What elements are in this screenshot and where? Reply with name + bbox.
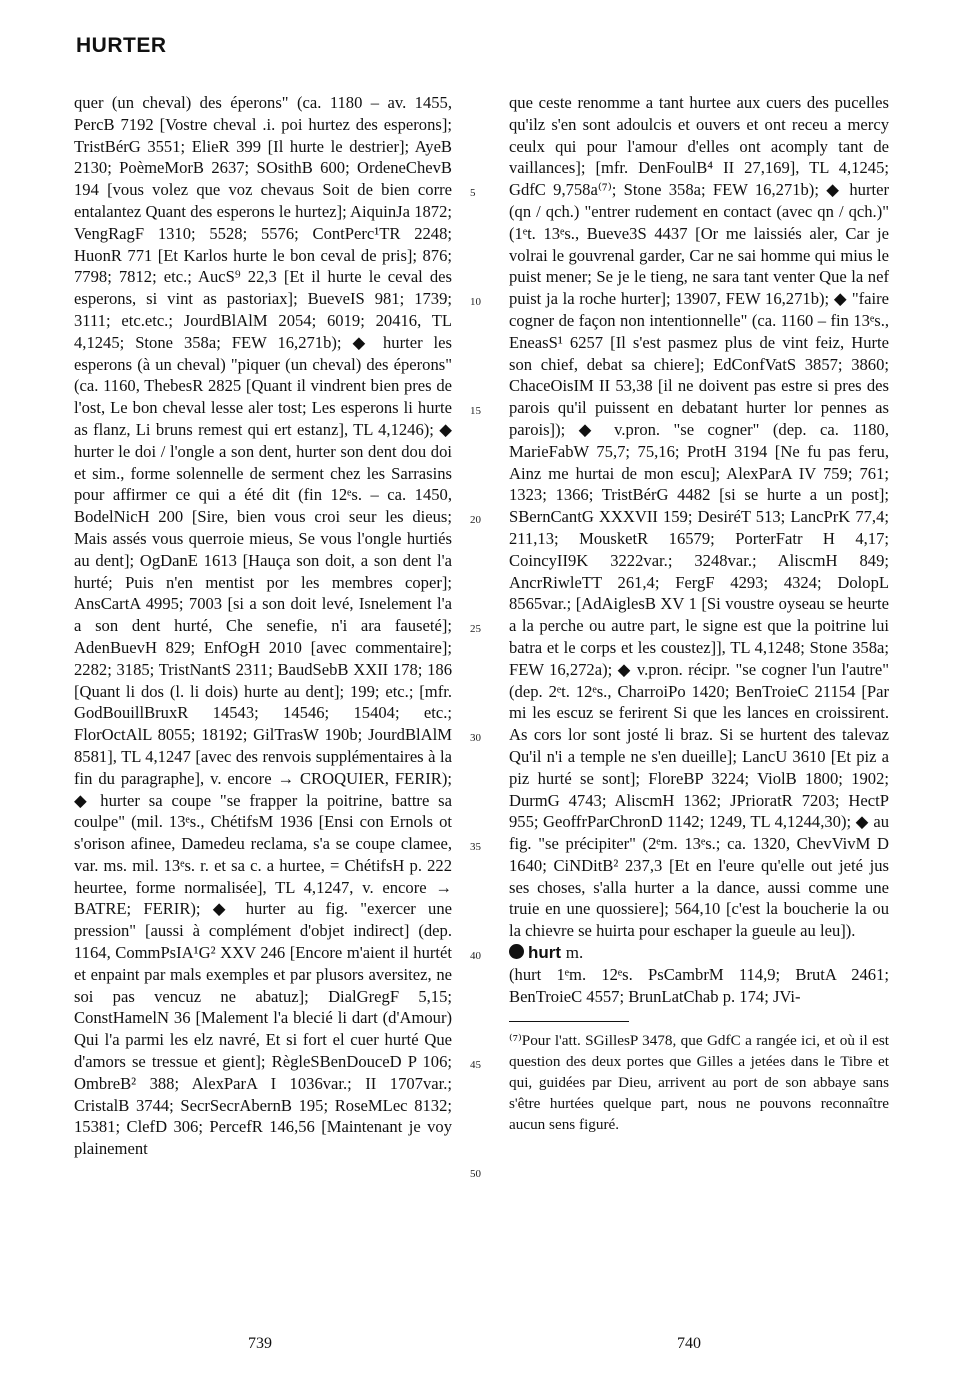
- right-column: [509, 92, 889, 1135]
- entry-heading: [509, 942, 889, 964]
- line-number: 30: [470, 732, 481, 744]
- line-number: 40: [470, 950, 481, 962]
- entry-continuation: (hurt 1ᵉm. 12ᵉs. PsCambrM 114,9; BrutA 2461; BenTroieC 4557; BrunLatChab p. 174; JVi-: [509, 964, 889, 1006]
- page-number-left: 739: [248, 1335, 272, 1352]
- line-number: 5: [470, 187, 476, 199]
- entry-headword: hurt: [528, 943, 562, 963]
- line-number: 35: [470, 841, 481, 853]
- line-number: 45: [470, 1059, 481, 1071]
- running-header: HURTER: [76, 34, 167, 57]
- line-number: 15: [470, 405, 481, 417]
- left-column: [74, 92, 452, 1160]
- line-number: 10: [470, 296, 481, 308]
- footnote: ⁽⁷⁾Pour l'att. SGillesP 3478, que GdfC a rangée ici, et où il est question des deux portes que Gilles a jetées dans le Tibre et qui, guidées par Dieu, arrivent au port de son abbaye sans s'être hurtées quelque part, nous ne pouvons reconnaître aucun sens figuré.: [509, 1032, 889, 1134]
- left-column-text: quer (un cheval) des éperons" (ca. 1180 – av. 1455, PercB 7192 [Vostre cheval .i. poi hurtez des esperons]; TristBérG 3551; ElieR 399 [Il hurte le destrier]; AyeB 2130; PoèmeMorB 2637; SOsithB 600; OrdeneChevB 194 [vous volez que voz chevaus Soit de bien corre entalantez Quant des esperons le hurtez]; AiquinJa 1872; VengRagF 1310; 5528; 5576; ContPerc¹TR 2248; HuonR 771 [Et Karlos hurte le bon ceval de pris]; 876; 7798; 7812; etc.; AucS⁹ 22,3 [Et il hurte le ceval des esperons, si vint as pastoriax]; BueveIS 981; 1739; 3111; etc.etc.; JourdBlAlM 2054; 6019; 20416, TL 4,1245; Stone 358a; FEW 16,271b); ◆ hurter les esperons (à un cheval) "piquer (un cheval) des éperons" (ca. 1160, ThebesR 2825 [Quant il vindrent bien pres de l'ost, Le bon cheval lesse aler tost; Les esperons li hurte as flanz, Li bruns remest qui ert estanz], TL 4,1246); ◆ hurter le doi / l'ongle a son dent, hurter son dent dou doi et sim., forme solennelle de serment chez les Sarrasins pour affirmer ce qui a été dit (fin 12ᵉs. – ca. 1450, BodelNicH 200 [Sire, bien vous croi seur les dieus; Mais assés vous querroie mieus, Se vous l'ongle hurtiés au dent]; OgDanE 1613 [Hauça son doit, a son dent l'a hurté; Puis n'en mentist por les membres coper]; AnsCartA 4995; 7003 [si a son doit levé, Isnelement l'a a son dent hurté, Che senefie, n'i ara fauseté]; AdenBuevH 829; EnfOgH 2010 [avec commentaire]; 2282; 3185; TristNantS 2311; BaudSebB XXII 178; 186 [Quant li dos (l. li dois) hurte au dent]; 199; etc.; [mfr. GodBouillBruxR 14543; 14546; 15404; etc.; FlorOctAlL 8055; 18192; GilTrasW 190b; JourdBlAlM 8581], TL 4,1247 [avec des renvois supplémentaires à la fin du paragraphe], v. encore → CROQUIER, FERIR); ◆ hurter sa coupe "se frapper la poitrine, battre sa coulpe" (mil. 13ᵉs., ChétifsM 1936 [Ensi con Ernols ot s'orison afinee, Damedeu reclama, s'a se coupe clamee, var. ms. mil. 13ᵉs. r. et sa c. a hurtee, = ChétifsH p. 222 heurtee, forme normalisée], TL 4,1247, v. encore → BATRE; FERIR); ◆ hurter au fig. "exercer une pression" [aussi à complément d'objet indirect] (dep. 1164, CommPsIA¹G² XXV 246 [Encore m'aient il hurtét et enpaint par mals exemples et par plusors aversitez, ne soi pas vencuz ne abatuz]; DialGregF 5,15; ConstHamelN 36 [Malement l'a blecié li dart (d'Amour) Qui l'a parmi les elz navré, Et si fort el cuer hurté Que d'amors se tressue et gient]; RègleSBenDouceD P 106; OmbreB² 388; AlexParA I 1036var.; II 1707var.; CristalB 3744; SecrSecrAbernB 195; RoseMLec 8132; 15381; ClefD 306; PercefR 146,56 [Maintenant je voy plainement: [74, 93, 452, 1159]
- line-number: 25: [470, 623, 481, 635]
- footnote-rule: [509, 1021, 629, 1022]
- right-column-text: que ceste renomme a tant hurtee aux cuers des pucelles qu'ilz s'en sont adoulcis et ouvers et ont receu a mercy ceulx qui pour l'amour d'elles ont acomply tant de vaillances]; [mfr. DenFoulB⁴ II 27,169], TL 4,1245; GdfC 9,758a⁽⁷⁾; Stone 358a; FEW 16,271b); ◆ hurter (qn / qch.) "entrer rudement en contact (avec qn / qch.)" (1ᵉt. 13ᵉs., Bueve3S 4437 [Or me laissiés aler, Car je volrai le gouvrenal garder, Car ne sai homme qui mius le puist mener; Se je le tieng, ne sara tant venter Que la nef puist ja la roche hurter]; 13907, FEW 16,271b); ◆ "faire cogner de façon non intentionnelle" (ca. 1160 – fin 13ᵉs., EneasS¹ 6257 [Il s'est pasmez plus de vint feiz, Hurte son chief, debat sa chiere]; EdConfVatS 3857; 3860; ChaceOisIM II 53,38 [il ne doivent pas estre si pres des parois qu'il puissent en debatant hurter lor pennes as parois]); ◆ v.pron. "se cogner" (dep. ca. 1180, MarieFabW 75,7; 75,16; ProtH 3194 [Ne fu pas feru, Ainz me hurtai de mon escu]; AlexParA IV 759; 761; 1323; 1366; TristBérG 4482 [si se hurte a un post]; SBernCantG XXXVII 159; DesiréT 513; LancPrK 77,4; 211,13; MousketR 16579; PorterFatr H 4,17; CoincyII9K 3222var.; 3248var.; AliscmH 849; AncrRiwleTT 261,4; FergF 4293; 4324; DolopL 8565var.; [AdAiglesB XV 1 [Si voustre oyseau se heurte a la perche ou autre part, le signe est que la poitrine lui batra et le corps et les coustez]], TL 4,1248; Stone 358a; FEW 16,272a); ◆ v.pron. récipr. "se cogner l'un l'autre" (dep. 2ᵉt. 12ᵉs., CharroiPo 1420; BenTroieC 21154 [Par mi les escuz se ferirent Si que les lances en croissirent. As cors lor sont josté li braz. Si se hurtent des talevaz Qu'il n'i a temple ne s'en dueille]; LancU 3610 [Et piz a piz hurté se sont]; FloreBP 3224; ViolB 1800; 1902; DurmG 4743; AliscmH 1362; JPrioratR 7203; HectP 955; GeoffrParChronD 1142; 1249, TL 4,1244,30); ◆ au fig. "se précipiter" (2ᵉm. 13ᵉs.; ca. 1320, ChevVivM D 1640; CiNDitB² 237,3 [Et en l'eure qu'elle out jeté jus ses choses, s'alla hurter a la dance, aussi comme une truie en une quossiere]; 564,10 [c'est la boucherie la ou la chievre se huirta pour eschaper la gueule au leu]).: [509, 93, 889, 941]
- entry-gender: m.: [565, 943, 584, 963]
- bullet-icon: [509, 944, 524, 959]
- line-number: 20: [470, 514, 481, 526]
- page-number-right: 740: [677, 1335, 701, 1352]
- line-number: 50: [470, 1168, 481, 1180]
